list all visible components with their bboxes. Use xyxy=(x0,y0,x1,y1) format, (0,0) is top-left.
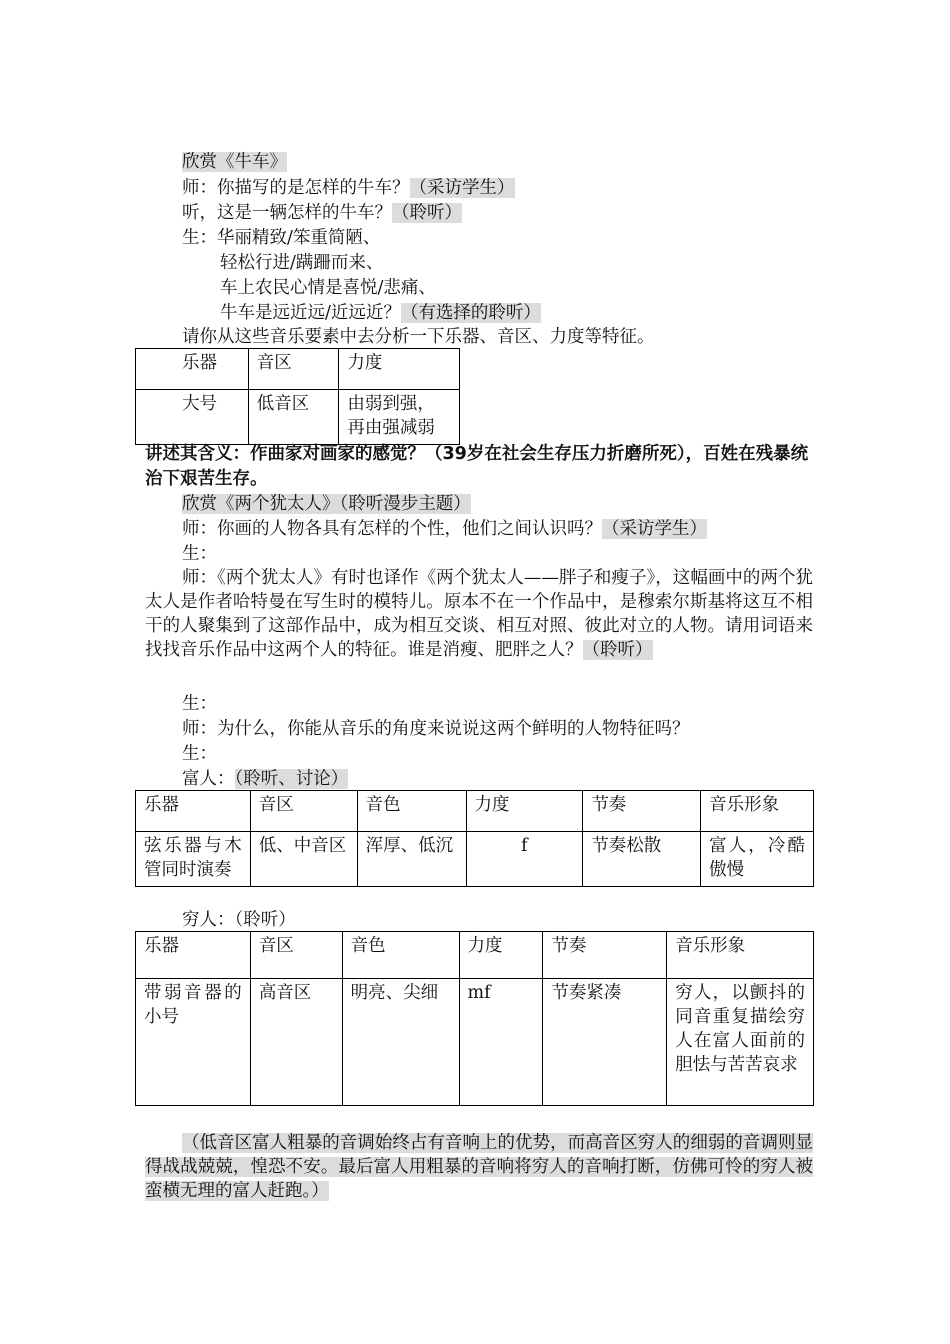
table-header: 节奏 xyxy=(543,932,667,979)
table-header: 节奏 xyxy=(583,791,701,832)
interview-note: （采访学生） xyxy=(602,519,707,539)
table-cell: 低、中音区 xyxy=(250,832,357,887)
table-header: 音区 xyxy=(248,349,339,390)
table-header: 力度 xyxy=(339,349,460,390)
table-cell: f xyxy=(466,832,583,887)
table-cell: 高音区 xyxy=(250,979,342,1106)
table-cell: 低音区 xyxy=(248,390,339,445)
table-cell: 富人，冷酷傲慢 xyxy=(701,832,814,887)
table-header: 音乐形象 xyxy=(701,791,814,832)
table-header: 音乐形象 xyxy=(667,932,814,979)
table-row xyxy=(136,390,460,445)
selective-listen-note: （有选择的聆听） xyxy=(400,303,541,323)
teacher-paragraph: 师：《两个犹太人》有时也译作《两个犹太人——胖子和瘦子》，这幅画中的两个犹太人是作者哈特曼在写生时的模特儿。原本不在一个作品中，是穆索尔斯基将这互不相干的人聚集到了这部作品中，成为相互交谈、相互对照、彼此对立的人物。请用词语来找找音乐作品中这两个人的特征。谁是消瘦、肥胖之人？（聆听） xyxy=(145,568,813,660)
summary-paragraph: （低音区富人粗暴的音调始终占有音响上的优势，而高音区穷人的细弱的音调则显得战战兢兢，惶恐不安。最后富人用粗暴的音响将穷人的音响打断，仿佛可怜的穷人被蛮横无理的富人赶跑。） xyxy=(145,1133,813,1201)
table-cell: 弦乐器与木管同时演奏 xyxy=(136,832,251,887)
interview-note: （采访学生） xyxy=(409,178,515,198)
section2-title: 欣赏《两个犹太人》（聆听漫步主题） xyxy=(182,494,471,514)
section1-question-1: 师：你描写的是怎样的牛车？（采访学生） xyxy=(182,178,515,198)
table-cell: mf xyxy=(459,979,543,1106)
table-header-row xyxy=(136,932,814,979)
section2-title-line xyxy=(182,492,471,516)
table-cell: 由弱到强，再由强减弱 xyxy=(339,390,460,445)
section1-answer-1: 生：华丽精致/笨重简陋、 xyxy=(182,228,381,248)
table-cell: 明亮、尖细 xyxy=(342,979,459,1106)
table-header: 力度 xyxy=(466,791,583,832)
ox-cart-table xyxy=(135,348,460,445)
table-cell: 节奏紧凑 xyxy=(543,979,667,1106)
table-row xyxy=(136,979,814,1106)
poor-man-table xyxy=(135,931,814,1106)
table-cell: 穷人，以颤抖的同音重复描绘穷人在富人面前的胆怯与苦苦哀求 xyxy=(667,979,814,1106)
table-cell: 节奏松散 xyxy=(583,832,701,887)
table-cell: 带弱音器的小号 xyxy=(136,979,251,1106)
rich-man-table xyxy=(135,790,814,887)
section2-question-1: 师：你画的人物各具有怎样的个性，他们之间认识吗？（采访学生） xyxy=(182,519,707,539)
section1-answer-2: 轻松行进/蹒跚而来、 xyxy=(220,253,384,273)
section2-question-2: 师：为什么，你能从音乐的角度来说说这两个鲜明的人物特征吗？ xyxy=(182,719,690,739)
table-header: 乐器 xyxy=(136,932,251,979)
table-header-row xyxy=(136,349,460,390)
listen-note: （聆听） xyxy=(392,203,462,223)
table-header: 音区 xyxy=(250,932,342,979)
table-header-row xyxy=(136,791,814,832)
section1-question-2: 听，这是一辆怎样的牛车？（聆听） xyxy=(182,203,462,223)
section1-instruction: 请你从这些音乐要素中去分析一下乐器、音区、力度等特征。 xyxy=(182,327,655,347)
student-line: 生： xyxy=(182,694,217,714)
listen-note: （聆听） xyxy=(234,910,296,930)
table-header: 音区 xyxy=(250,791,357,832)
table-cell: 大号 xyxy=(136,390,249,445)
student-line: 生： xyxy=(182,544,217,564)
section1-title: 欣赏《牛车》 xyxy=(182,152,287,172)
table-header: 音色 xyxy=(342,932,459,979)
rich-label-line: 富人：（聆听、讨论） xyxy=(182,769,349,789)
listen-note: （聆听） xyxy=(582,640,653,660)
meaning-paragraph: 讲述其含义：作曲家对画家的感觉？（39岁在社会生存压力折磨所死），百姓在残暴统治下艰苦生存。 xyxy=(145,444,809,489)
section1-answer-3: 车上农民心情是喜悦/悲痛、 xyxy=(220,278,436,298)
table-header: 音色 xyxy=(357,791,466,832)
table-row xyxy=(136,832,814,887)
section1-title-line xyxy=(182,150,287,174)
student-line: 生： xyxy=(182,744,217,764)
table-header: 力度 xyxy=(459,932,543,979)
table-cell: 浑厚、低沉 xyxy=(357,832,466,887)
poor-label-line: 穷人：（聆听） xyxy=(182,910,296,930)
table-header: 乐器 xyxy=(136,791,251,832)
listen-discuss-note: （聆听、讨论） xyxy=(234,769,349,789)
table-header: 乐器 xyxy=(136,349,249,390)
section1-answer-4: 牛车是远近远/近远近？（有选择的聆听） xyxy=(220,303,541,323)
